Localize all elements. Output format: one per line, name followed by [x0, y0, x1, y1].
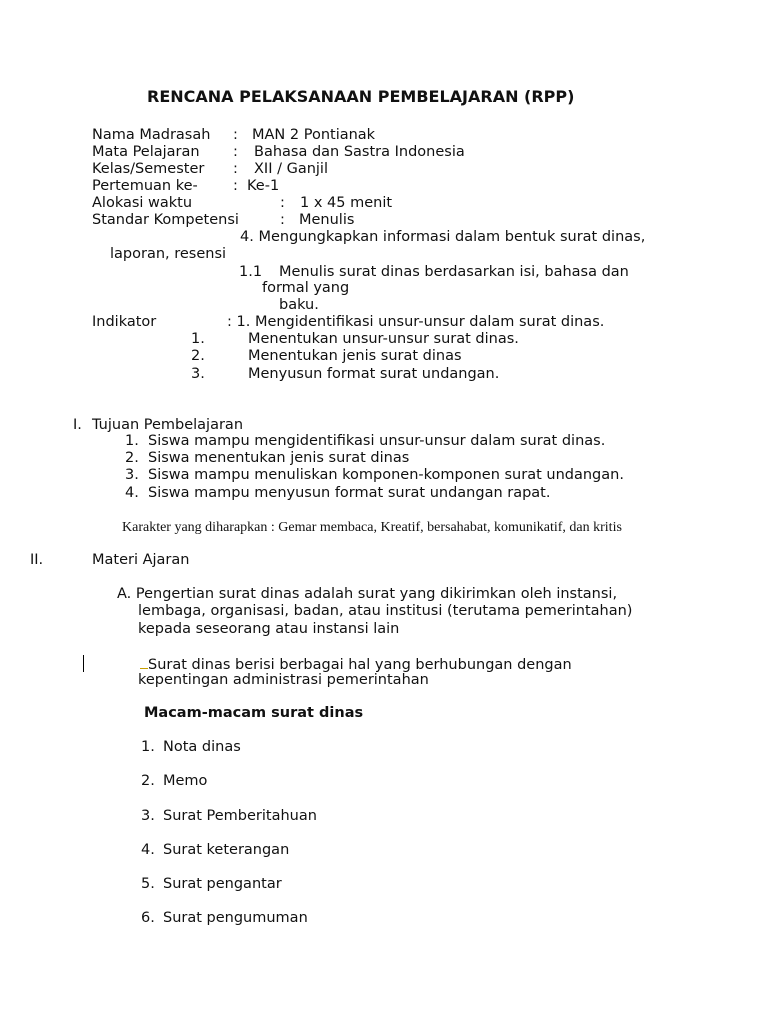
indikator-item-number: 3. [191, 366, 205, 382]
tujuan-item-text: Siswa menentukan jenis surat dinas [148, 450, 410, 466]
sep-madrasah: : [233, 127, 238, 143]
surat-type-text: Surat pengantar [163, 876, 282, 892]
label-pertemuan: Pertemuan ke- [92, 178, 198, 194]
sep-alokasi: : [280, 195, 285, 211]
label-madrasah: Nama Madrasah [92, 127, 211, 143]
indikator-item-text: Menentukan jenis surat dinas [248, 348, 462, 364]
tujuan-item-number: 3. [125, 467, 139, 483]
sep-kelas: : [233, 161, 238, 177]
surat-type-number: 2. [141, 773, 155, 789]
tujuan-item-text: Siswa mampu menyusun format surat undangan rapat. [148, 485, 551, 501]
surat-type-text: Surat keterangan [163, 842, 290, 858]
value-madrasah: MAN 2 Pontianak [252, 127, 376, 143]
kompetensi-dasar-2-line-2: formal yang [262, 280, 350, 296]
label-standar-kompetensi: Standar Kompetensi [92, 212, 239, 228]
indikator-item-text: Menyusun format surat undangan. [248, 366, 500, 382]
tujuan-item-number: 2. [125, 450, 139, 466]
section-1-heading: Tujuan Pembelajaran [92, 417, 244, 433]
label-mapel: Mata Pelajaran [92, 144, 200, 160]
field-marker [140, 655, 148, 669]
surat-type-number: 3. [141, 808, 155, 824]
indikator-item-text: Menentukan unsur-unsur surat dinas. [248, 331, 519, 347]
value-alokasi: 1 x 45 menit [300, 195, 393, 211]
tujuan-item-text: Siswa mampu mengidentifikasi unsur-unsur dalam surat dinas. [148, 433, 606, 449]
page-title: RENCANA PELAKSANAAN PEMBELAJARAN (RPP) [147, 87, 575, 106]
karakter-line: Karakter yang diharapkan : Gemar membaca, Kreatif, bersahabat, komunikatif, dan kritis [122, 520, 622, 535]
sep-mapel: : [233, 144, 238, 160]
surat-type-text: Surat pengumuman [163, 910, 308, 926]
value-mapel: Bahasa dan Sastra Indonesia [254, 144, 465, 160]
surat-type-number: 5. [141, 876, 155, 892]
section-2-heading: Materi Ajaran [92, 552, 190, 568]
sep-pertemuan: : [233, 178, 238, 194]
tujuan-item-number: 4. [125, 485, 139, 501]
value-kelas: XII / Ganjil [254, 161, 328, 177]
text-cursor [83, 655, 84, 672]
macam-surat-heading: Macam-macam surat dinas [144, 705, 364, 721]
surat-type-text: Nota dinas [163, 739, 241, 755]
value-standar-kompetensi: Menulis [299, 212, 355, 228]
indikator-first: : 1. Mengidentifikasi unsur-unsur dalam surat dinas. [227, 314, 605, 330]
materi-a-line-1: A. Pengertian surat dinas adalah surat yang dikirimkan oleh instansi, [117, 586, 618, 602]
materi-b-text: Surat dinas berisi berbagai hal yang berhubungan dengan [148, 657, 572, 673]
sep-standar-kompetensi: : [280, 212, 285, 228]
kompetensi-dasar-line-2: laporan, resensi [110, 246, 227, 262]
kompetensi-dasar-2-line-3: baku. [279, 297, 319, 313]
label-kelas: Kelas/Semester [92, 161, 205, 177]
kompetensi-dasar-2-number: 1.1 [239, 264, 263, 280]
indikator-item-number: 1. [191, 331, 205, 347]
label-alokasi: Alokasi waktu [92, 195, 193, 211]
kompetensi-dasar-2-line-1: Menulis surat dinas berdasarkan isi, bahasa dan [279, 264, 629, 280]
tujuan-item-number: 1. [125, 433, 139, 449]
indikator-item-number: 2. [191, 348, 205, 364]
value-pertemuan: Ke-1 [247, 178, 280, 194]
surat-type-text: Memo [163, 773, 208, 789]
label-indikator: Indikator [92, 314, 157, 330]
section-2-number: II. [30, 552, 44, 568]
materi-b-line-2: kepentingan administrasi pemerintahan [138, 672, 429, 688]
kompetensi-dasar-line-1: 4. Mengungkapkan informasi dalam bentuk surat dinas, [240, 229, 646, 245]
surat-type-number: 4. [141, 842, 155, 858]
section-1-number: I. [73, 417, 82, 433]
materi-a-line-2: lembaga, organisasi, badan, atau institusi (terutama pemerintahan) [138, 603, 633, 619]
surat-type-number: 6. [141, 910, 155, 926]
tujuan-item-text: Siswa mampu menuliskan komponen-komponen surat undangan. [148, 467, 624, 483]
surat-type-number: 1. [141, 739, 155, 755]
materi-a-line-3: kepada seseorang atau instansi lain [138, 621, 400, 637]
surat-type-text: Surat Pemberitahuan [163, 808, 317, 824]
